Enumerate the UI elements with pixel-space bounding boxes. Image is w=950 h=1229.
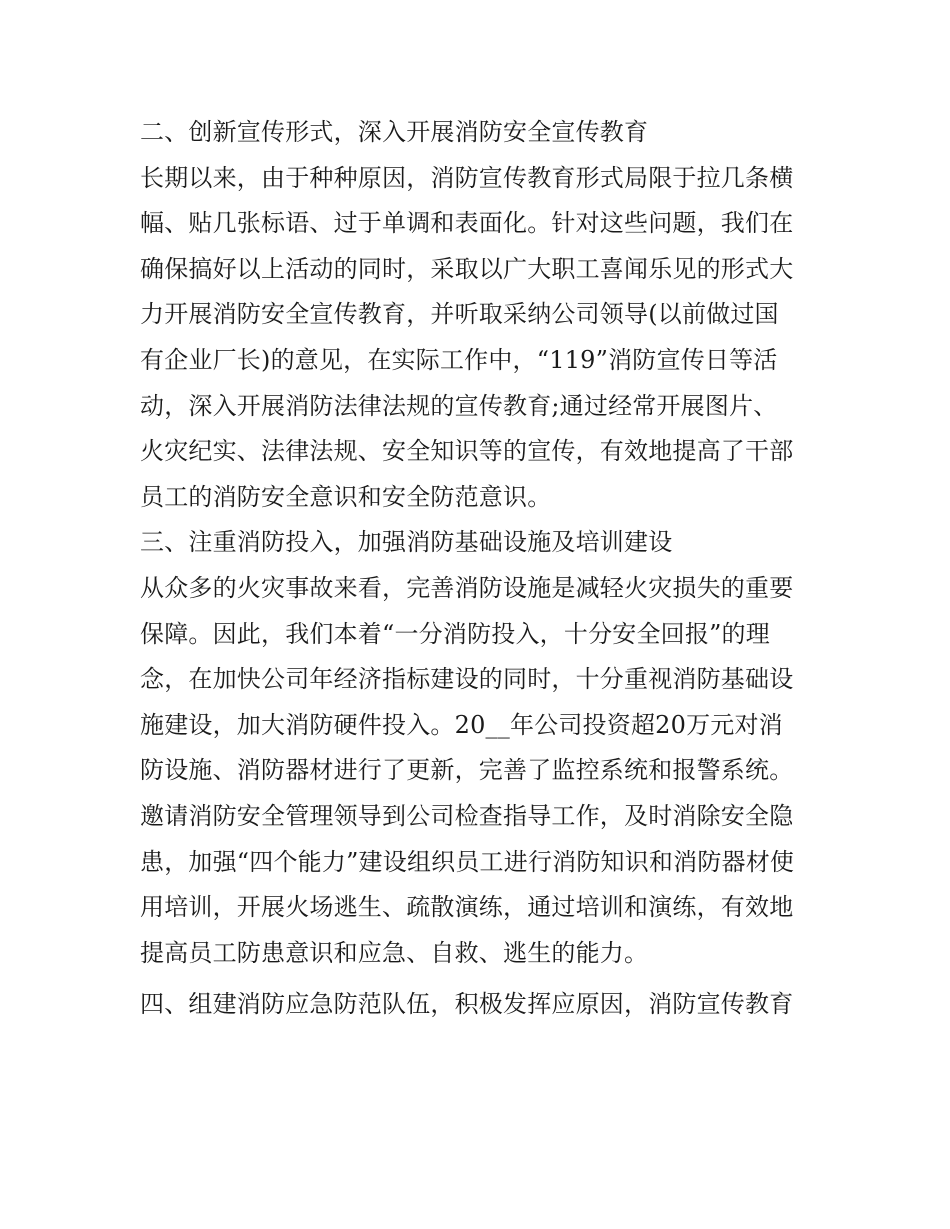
paragraph-line: 有企业厂长)的意见，在实际工作中，“119”消防宣传日等活	[140, 345, 778, 374]
paragraph-line: 确保搞好以上活动的同时，采取以广大职工喜闻乐见的形式大	[140, 254, 794, 283]
section-heading: 四、组建消防应急防范队伍，积极发挥应原因，消防宣传教育	[140, 990, 794, 1019]
paragraph-line: 火灾纪实、法律法规、安全知识等的宣传，有效地提高了干部	[140, 437, 794, 466]
paragraph-line: 提高员工防患意识和应急、自救、逃生的能力。	[140, 938, 649, 967]
paragraph-line: 员工的消防安全意识和安全防范意识。	[140, 482, 552, 511]
paragraph-line: 动，深入开展消防法律法规的宣传教育;通过经常开展图片、	[140, 391, 778, 420]
paragraph-line: 从众多的火灾事故来看，完善消防设施是减轻火灾损失的重要	[140, 573, 794, 602]
paragraph-line: 长期以来，由于种种原因，消防宣传教育形式局限于拉几条横	[140, 163, 794, 192]
section-heading: 三、注重消防投入，加强消防基础设施及培训建设	[140, 528, 673, 557]
paragraph-line: 防设施、消防器材进行了更新，完善了监控系统和报警系统。	[140, 756, 794, 785]
section-heading: 二、创新宣传形式，深入开展消防安全宣传教育	[140, 118, 649, 146]
paragraph-line: 邀请消防安全管理领导到公司检查指导工作，及时消除安全隐	[140, 801, 794, 830]
paragraph-line: 念，在加快公司年经济指标建设的同时，十分重视消防基础设	[140, 665, 794, 694]
document-body	[140, 110, 820, 1028]
paragraph-line: 施建设，加大消防硬件投入。20__年公司投资超20万元对消	[140, 710, 783, 739]
paragraph-line: 用培训，开展火场逃生、疏散演练，通过培训和演练，有效地	[140, 893, 794, 922]
paragraph-line: 幅、贴几张标语、过于单调和表面化。针对这些问题，我们在	[140, 209, 794, 238]
paragraph-line: 保障。因此，我们本着“一分消防投入，十分安全回报”的理	[140, 619, 770, 648]
paragraph-line: 力开展消防安全宣传教育，并听取采纳公司领导(以前做过国	[140, 300, 779, 329]
paragraph-line: 患，加强“四个能力”建设组织员工进行消防知识和消防器材使	[140, 847, 795, 876]
